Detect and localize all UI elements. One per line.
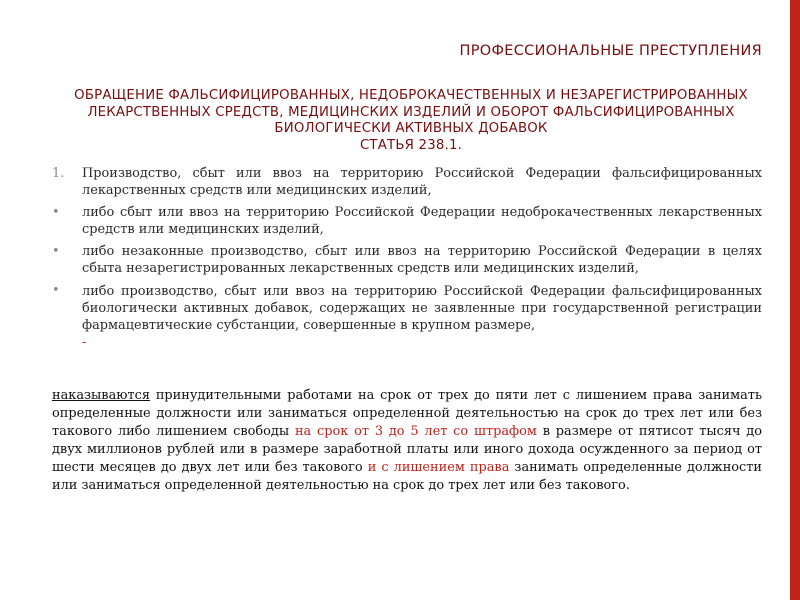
list-item-text: либо сбыт или ввоз на территорию Российской Федерации недоброкачественных лекарственных средств или медицинских изделий, bbox=[82, 205, 762, 237]
article-subtitle bbox=[60, 88, 762, 154]
list-item-text: либо незаконные производство, сбыт или ввоз на территорию Российской Федерации в целях сбыта незарегистрированных лекарственных средств или медицинских изделий, bbox=[82, 244, 762, 276]
bullet-icon: • bbox=[52, 283, 60, 298]
list-number: 1. bbox=[52, 166, 65, 181]
penalty-text: занимать определенные должности или заниматься определенной деятельностью на срок до трех лет или без такового. bbox=[52, 460, 762, 493]
penalty-highlight-term: на срок от 3 до 5 лет со штрафом bbox=[294, 424, 537, 439]
list-item bbox=[52, 166, 762, 199]
penalty-highlight-deprivation: и с лишением права bbox=[367, 460, 510, 475]
list-item bbox=[52, 244, 762, 277]
penalty-paragraph bbox=[52, 387, 762, 495]
article-number: СТАТЬЯ 238.1. bbox=[359, 137, 463, 153]
bullet-icon: • bbox=[52, 244, 60, 259]
list-item-text bbox=[82, 283, 762, 351]
list-item-body: либо производство, сбыт или ввоз на территорию Российской Федерации фальсифицированных биологически активных добавок, содержащих не заявленные при государственной регистрации фармацевтические субстанции, совершенные в крупном размере, bbox=[82, 284, 762, 333]
penalty-keyword: наказываются bbox=[52, 388, 150, 403]
article-title: ОБРАЩЕНИЕ ФАЛЬСИФИЦИРОВАННЫХ, НЕДОБРОКАЧЕСТВЕННЫХ И НЕЗАРЕГИСТРИРОВАННЫХ ЛЕКАРСТВЕННЫХ СРЕДСТВ, МЕДИЦИНСКИХ ИЗДЕЛИЙ И ОБОРОТ ФАЛЬСИФИЦИРОВАННЫХ БИОЛОГИЧЕСКИ АКТИВНЫХ ДОБАВОК bbox=[74, 88, 748, 136]
list-item bbox=[52, 283, 762, 351]
bullet-icon: • bbox=[52, 205, 60, 220]
accent-bar bbox=[790, 0, 800, 600]
list-item-text: Производство, сбыт или ввоз на территорию Российской Федерации фальсифицированных лекарственных средств или медицинских изделий, bbox=[82, 166, 762, 198]
page-title: ПРОФЕССИОНАЛЬНЫЕ ПРЕСТУПЛЕНИЯ bbox=[459, 43, 762, 59]
penalty-text: принудительными работами на срок от трех до пяти лет с лишением права занимать определенные должности или заниматься определенной деятельностью на срок до трех лет или без такового либо лишением свободы bbox=[52, 388, 762, 439]
trailing-dash: - bbox=[82, 335, 87, 350]
offense-list bbox=[52, 166, 762, 357]
list-item bbox=[52, 205, 762, 238]
penalty-text: в размере от пятисот тысяч до двух миллионов рублей или в размере заработной платы или иного дохода осужденного за период от шести месяцев до двух лет или без такового bbox=[52, 424, 762, 475]
